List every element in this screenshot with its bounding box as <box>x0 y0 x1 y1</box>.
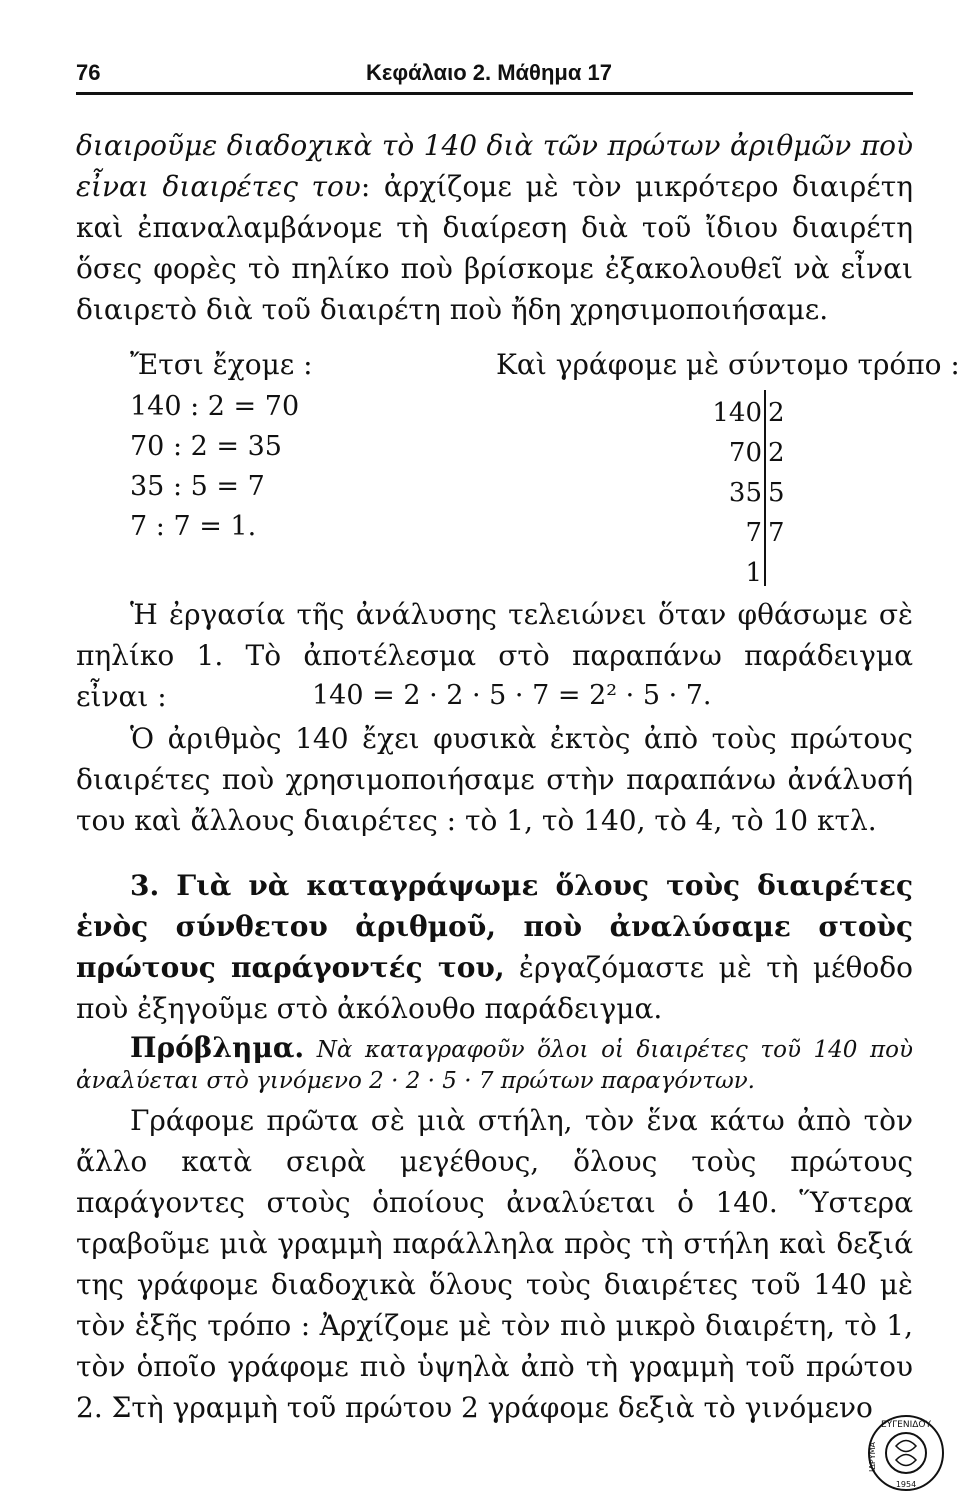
division-line: 7 : 7 = 1. <box>130 511 257 542</box>
section-3-text: ἐργαζόμαστε μὲ τὴ μέθοδο ποὺ ἐξηγοῦμε στὸ ἀκόλουθο παράδειγμα. <box>76 951 913 1025</box>
divisor-value: 5 <box>768 478 785 508</box>
left-block-label: Ἔτσι ἔχομε : <box>130 348 313 381</box>
problem-paragraph <box>76 1033 913 1095</box>
division-vertical-line <box>764 390 766 586</box>
seal-left-text: ΙΔΡΥΜΑ <box>868 1442 877 1472</box>
dividend-value: 70 <box>728 438 762 468</box>
running-head: Κεφάλαιο 2. Μάθημα 17 <box>366 60 612 85</box>
dividend-value: 140 <box>712 398 762 428</box>
problem-text: Νὰ καταγραφοῦν ὅλοι οἱ διαιρέτες τοῦ 140 ποὺ ἀναλύεται στὸ γινόμενο 2 · 2 · 5 · 7 πρώτων παραγόντων. <box>76 1037 913 1094</box>
short-division-table <box>706 390 816 590</box>
intro-paragraph <box>76 125 913 330</box>
dividend-value: 1 <box>745 558 762 588</box>
foundation-seal-icon <box>866 1413 946 1493</box>
division-line: 35 : 5 = 7 <box>130 471 265 502</box>
dividend-value: 7 <box>745 518 762 548</box>
divisor-value: 2 <box>768 398 785 428</box>
dividend-value: 35 <box>728 478 762 508</box>
page-header <box>76 60 913 90</box>
page-number: 76 <box>76 60 101 85</box>
factorization-equation: 140 = 2 · 2 · 5 · 7 = 2² · 5 · 7. <box>312 680 712 711</box>
problem-label: Πρόβλημα. <box>130 1031 305 1064</box>
section-3-paragraph <box>76 865 913 1029</box>
divisors-paragraph: Ὁ ἀριθμὸς 140 ἔχει φυσικὰ ἐκτὸς ἀπὸ τοὺς πρώτους διαιρέτες ποὺ χρησιμοποιήσαμε στὴν παραπάνω ἀνάλυσή του καὶ ἄλλους διαιρέτες : τὸ 1, τὸ 140, τὸ 4, τὸ 10 κτλ. <box>76 722 913 837</box>
section-3-heading: 3. Γιὰ νὰ καταγράψωμε ὅλους τοὺς διαιρέτες ἑνὸς σύνθετου ἀριθμοῦ, ποὺ ἀναλύσαμε στοὺς πρώτους παράγοντές του, <box>76 869 913 984</box>
right-block-label: Καὶ γράφομε μὲ σύντομο τρόπο : <box>496 348 960 381</box>
method-paragraph: Γράφομε πρῶτα σὲ μιὰ στήλη, τὸν ἕνα κάτω ἀπὸ τὸν ἄλλο κατὰ σειρὰ μεγέθους, ὅλους τοὺς πρώτους παράγοντες στοὺς ὁποίους ἀναλύεται ὁ 140. Ὕστερα τραβοῦμε μιὰ γραμμὴ παράλληλα πρὸς τὴ στήλη καὶ δεξιά της γράφομε διαδοχικὰ ὅλους τοὺς διαιρέτες τοῦ 140 μὲ τὸν ἑξῆς τρόπο : Ἀρχίζομε μὲ τὸν πιὸ μικρὸ διαιρέτη, τὸ 1, τὸν ὁποῖο γράφομε πιὸ ὑψηλὰ ἀπὸ τὴ γραμμὴ τοῦ πρώτου 2. Στὴ γραμμὴ τοῦ πρώτου 2 γράφομε δεξιὰ τὸ γινόμενο <box>76 1104 913 1424</box>
intro-normal-text: : ἀρχίζομε μὲ τὸν μικρότερο διαιρέτη καὶ ἐπαναλαμβάνομε τὴ διαίρεση διὰ τοῦ ἴδιου διαιρέτη ὅσες φορὲς τὸ πηλίκο ποὺ βρίσκομε ἐξακολουθεῖ νὰ εἶναι διαιρετὸ διὰ τοῦ διαιρέτη ποὺ ἤδη χρησιμοποιήσαμε. <box>76 170 913 326</box>
division-line: 70 : 2 = 35 <box>130 431 282 462</box>
intro-italic-text: διαιροῦμε διαδοχικὰ τὸ 140 διὰ τῶν πρώτων ἀριθμῶν ποὺ εἶναι διαιρέτες του <box>76 129 913 203</box>
divisor-value: 7 <box>768 518 785 548</box>
division-line: 140 : 2 = 70 <box>130 391 300 422</box>
header-rule <box>76 92 913 95</box>
seal-year: 1954 <box>895 1480 917 1489</box>
analysis-paragraph: Ἡ ἐργασία τῆς ἀνάλυσης τελειώνει ὅταν φθάσωμε σὲ πηλίκο 1. Τὸ ἀποτέλεσμα στὸ παραπάνω παράδειγμα εἶναι : <box>76 598 913 713</box>
divisor-value: 2 <box>768 438 785 468</box>
seal-top-text: ΕΥΓΕΝΙΔΟΥ <box>880 1420 932 1430</box>
